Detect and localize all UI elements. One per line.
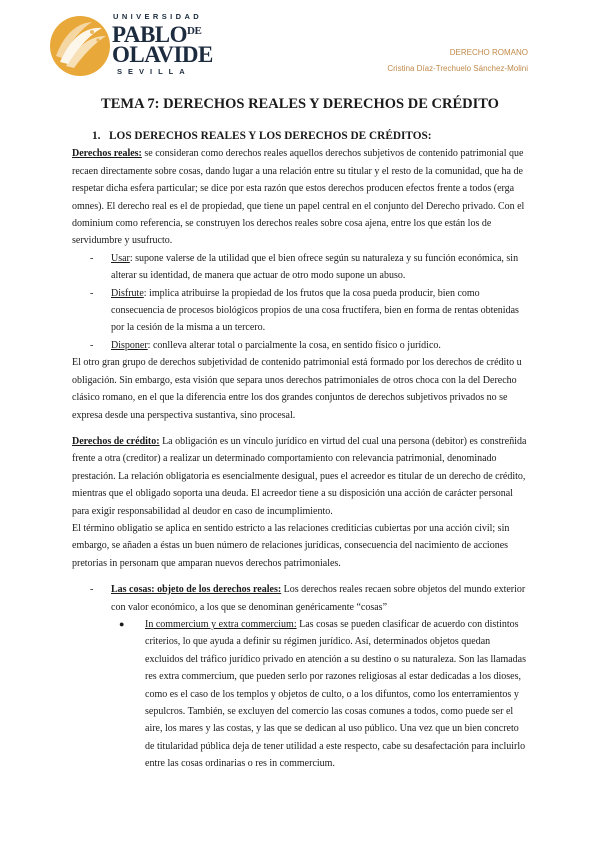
obligatio-paragraph: El término obligatio se aplica en sentido estricto a las relaciones crediticias cubiertas por una acción civil; sin embargo, se añaden a éstas un buen número de relaciones jurídicas, consecuencia del nacimiento de acciones pretorias in personam que amparan nuevos derechos patrimoniales.: [72, 522, 510, 569]
logo-line-universidad: UNIVERSIDAD: [113, 12, 203, 21]
cosas-term: Las cosas: objeto de los derechos reales:: [111, 584, 282, 596]
logo-line-pablo: $PABLO^{DE}$: [112, 22, 202, 47]
derechos-credito-paragraph: Derechos de crédito: La obligación es un vínculo jurídico en virtud del cual una persona (debitor) es constreñida frente a otra (creditor) a realizar un determinado comportamiento con relevancia patrimonial, denominado prestación. La relación obligatoria es esencialmente desigual, pues el acreedor es titular de un derecho de crédito, mientras que el obligado soporta una deuda. El acreedor tiene a su disposición una acción de carácter personal para exigir responsabilidad al deudor en caso de incumplimiento.: [72, 435, 527, 517]
sun-emblem-icon: [46, 12, 114, 78]
list-item-disfrute: - Disfrute: implica atribuirse la propiedad de los frutos que la cosa pueda producir, bien como consecuencia de procesos biológicos propios de una cosa fructífera, bien en forma de rentas obtenidas por la cesión de la misma a un tercero.: [90, 287, 519, 334]
derechos-reales-term: Derechos reales:: [72, 148, 142, 160]
bullet-commercium: ● In commercium y extra commercium: Las cosas se pueden clasificar de acuerdo con distintos criterios, lo que ayuda a definir su régimen jurídico. Así, determinados objetos quedan excluidos del tráfico jurídico privado en atención a su destino o su naturaleza. Son las llamadas res extra commercium, que pueden serlo por razones religiosas al estar dedicadas a los dioses, como es el caso de los templos y objetos de culto, o a los difuntos, como los enterramientos y sepulcros. También, se excluyen del comercio las cosas comunes a todos, como puede ser el aire, los mares y las costas, y las que se dedican al uso público. Una vez que un bien concreto de titularidad pública deja de tener utilidad a este respecto, cabe su desafectación para incluirlo entre las cosas ordinarias o res in commercium.: [72, 616, 530, 773]
list-item-disponer: - Disponer: conlleva alterar total o parcialmente la cosa, en sentido físico o jurídico.: [90, 339, 441, 351]
logo-line-olavide: OLAVIDE: [112, 42, 213, 67]
document-body: [72, 128, 530, 773]
logo-wordmark: [113, 12, 223, 78]
section-heading: 1. LOS DERECHOS REALES Y LOS DERECHOS DE CRÉDITOS:: [92, 130, 432, 142]
derechos-credito-term: Derechos de crédito:: [72, 435, 160, 447]
document-title: TEMA 7: DERECHOS REALES Y DERECHOS DE CRÉDITO: [101, 96, 499, 112]
course-name: DERECHO ROMANO: [449, 48, 528, 57]
derechos-reales-closing: El otro gran grupo de derechos subjetividad de contenido patrimonial está formado por los derechos de crédito u obligación. Sin embargo, esta visión que separa unos derechos patrimoniales de otros choca con la del Derecho clásico romano, en el que la diferencia entre los dos grandes conjuntos de derechos subjetivos privados no se expresa desde una perspectiva sustantiva, sino procesal.: [72, 357, 522, 421]
bullet-dot-icon: ●: [119, 618, 125, 629]
logo-line-sevilla: SEVILLA: [117, 67, 191, 76]
author-name: Cristina Díaz-Trechuelo Sánchez-Molini: [387, 64, 528, 73]
list-item-usar: - Usar: supone valerse de la utilidad que el bien ofrece según su naturaleza y su función económica, sin alterar su identidad, de manera que actuar de otro modo supone un abuso.: [90, 252, 519, 282]
derechos-reales-paragraph: Derechos reales: se consideran como derechos reales aquellos derechos subjetivos de contenido patrimonial que recaen directamente sobre cosas, dando lugar a una relación entre su titular y el resto de la comunidad, que ha de respetar dicha esfera particular; se dice por esta razón que estos derechos producen efectos frente a todos (erga omnes). El derecho real es el de propiedad, que tiene un papel central en el conjunto del Derecho privado. Con el dominium como referencia, se construyen los derechos reales sobre cosa ajena, entre los que están los de servidumbre y usufructo.: [72, 148, 525, 247]
document-header: [387, 45, 528, 77]
cosas-section: - Las cosas: objeto de los derechos reales: Los derechos reales recaen sobre objetos del mundo exterior con valor económico, a los que se denominan genéricamente “cosas”: [90, 584, 526, 613]
